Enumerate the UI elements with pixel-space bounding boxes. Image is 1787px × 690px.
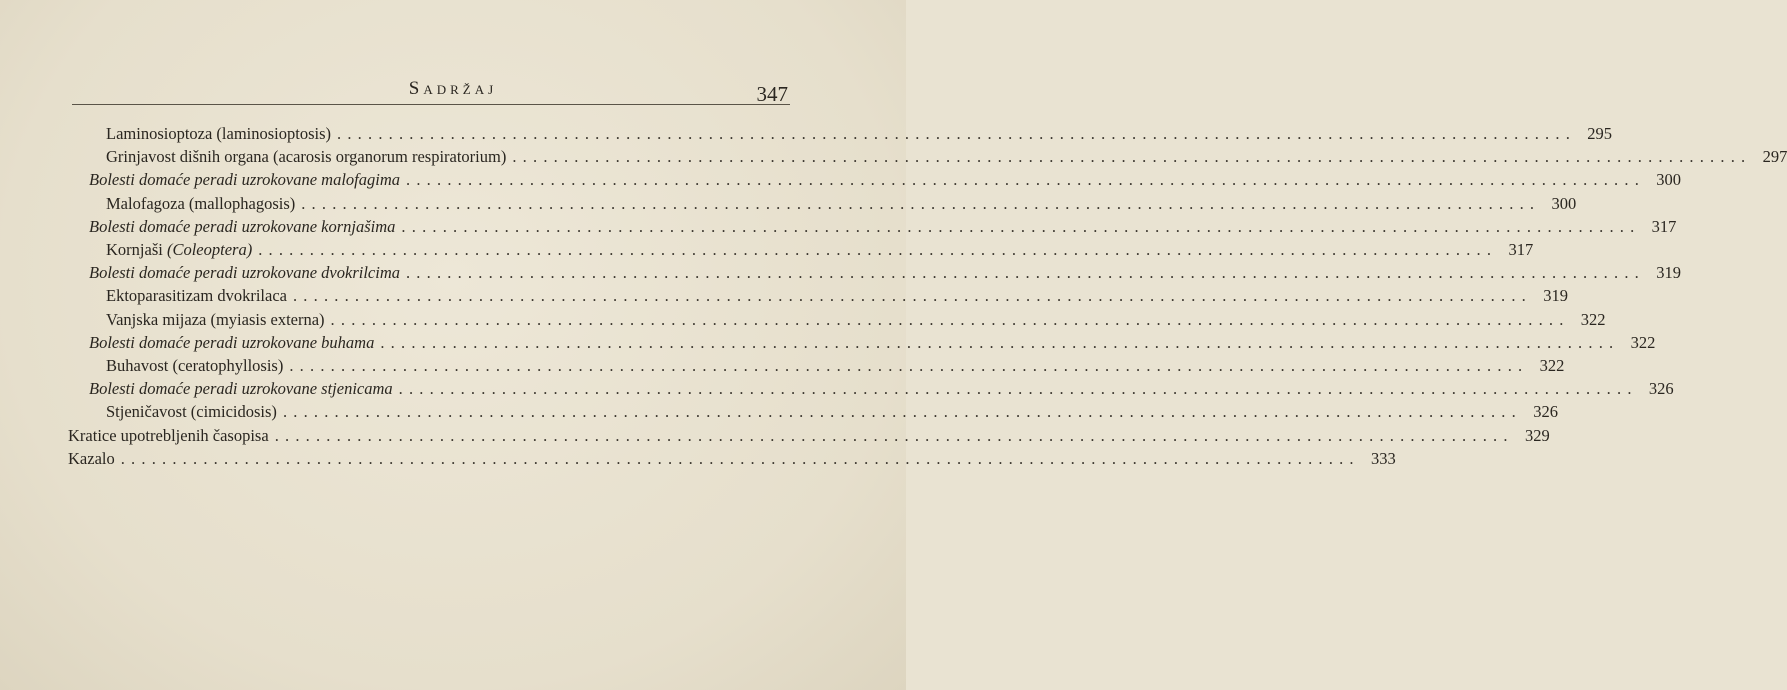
toc-entry-page: 333 <box>1370 448 1396 468</box>
toc-entry-title: Bolesti domaće peradi uzrokovane dvokrilcima <box>89 263 400 283</box>
page-number: 347 <box>756 82 788 106</box>
toc-entry <box>106 402 1558 424</box>
toc-entry-title: Stjeničavost (cimicidosis) <box>106 402 277 422</box>
toc-entry-page: 322 <box>1630 332 1656 352</box>
toc-entry <box>106 286 1568 308</box>
toc-entry <box>89 379 1674 401</box>
toc-entry-page: 326 <box>1533 402 1558 422</box>
dot-leader: ........................................................................................................................ <box>274 425 1514 445</box>
dot-leader: ........................................................................................................................ <box>282 402 1522 422</box>
dot-leader: ........................................................................................................................ <box>292 286 1532 306</box>
toc-entry-page: 326 <box>1648 379 1674 399</box>
toc-entry-title: Buhavost (ceratophyllosis) <box>106 356 284 375</box>
dot-leader: ........................................................................................................................ <box>337 124 1577 143</box>
toc-entry <box>106 240 1534 262</box>
dot-leader: ........................................................................................................................ <box>405 263 1645 283</box>
toc-entry-page: 319 <box>1543 286 1568 306</box>
dot-leader: ........................................................................................................................ <box>289 356 1529 375</box>
toc-entry <box>106 124 1613 146</box>
dot-leader: ........................................................................................................................ <box>406 170 1646 190</box>
toc-entry-title: Bolesti domaće peradi uzrokovane malofagima <box>89 170 401 190</box>
dot-leader: ........................................................................................................................ <box>301 193 1541 213</box>
toc-entry-title: Bolesti domaće peradi uzrokovane kornjašima <box>89 216 396 236</box>
toc-entry-page: 300 <box>1551 193 1577 213</box>
toc-entry-page: 295 <box>1587 124 1613 143</box>
toc-entry-title: Kazalo <box>68 448 115 468</box>
toc-entry-title: Bolesti domaće peradi uzrokovane buhama <box>89 332 375 352</box>
toc-entry <box>89 170 1682 192</box>
dot-leader: ........................................................................................................................ <box>330 309 1570 329</box>
toc-entry <box>89 216 1677 239</box>
toc-entry-title: Kratice upotrebljenih časopisa <box>68 425 269 445</box>
toc-entry-title: Ektoparasitizam dvokrilaca <box>106 286 287 306</box>
toc-entry <box>106 309 1606 332</box>
toc-entry-title-latin: (Coleoptera) <box>166 240 253 259</box>
toc-entry-page: 322 <box>1539 356 1565 375</box>
toc-entry-page: 319 <box>1656 263 1681 283</box>
toc-entry <box>106 193 1577 216</box>
toc-entry <box>89 263 1681 285</box>
header-rule <box>72 104 790 105</box>
dot-leader: ........................................................................................................................ <box>380 332 1620 352</box>
toc-entry-page: 317 <box>1651 216 1677 236</box>
toc-entry <box>68 448 1396 471</box>
toc-entry-page: 322 <box>1580 309 1606 329</box>
toc-entry-title: Vanjska mijaza (myiasis externa) <box>106 309 325 329</box>
toc-entry <box>89 332 1656 355</box>
toc-entry-page: 297 <box>1762 147 1787 167</box>
toc-entry-page: 317 <box>1508 240 1534 259</box>
toc-entry-title: Malofagoza (mallophagosis) <box>106 193 296 213</box>
dot-leader: ........................................................................................................................ <box>398 379 1638 399</box>
dot-leader: ........................................................................................................................ <box>512 147 1752 167</box>
toc-entry <box>68 425 1550 448</box>
toc-entry-title-main: Kornjaši <box>106 240 167 259</box>
dot-leader: ........................................................................................................................ <box>401 216 1641 236</box>
toc-entry-title: Laminosioptoza (laminosioptosis) <box>106 124 332 143</box>
toc-entry <box>106 147 1787 169</box>
toc-entry-title <box>106 240 258 260</box>
page-title: Sadržaj <box>408 78 498 99</box>
toc-entry-page: 329 <box>1524 425 1550 445</box>
toc-entry-title: Bolesti domaće peradi uzrokovane stjenicama <box>89 379 393 399</box>
toc-entry-page: 300 <box>1656 170 1682 190</box>
toc-entry-title: Grinjavost dišnih organa (acarosis organorum respiratorium) <box>106 147 507 167</box>
dot-leader: ........................................................................................................................ <box>120 448 1360 468</box>
dot-leader: ........................................................................................................................ <box>258 240 1498 259</box>
toc-entry <box>106 356 1565 378</box>
